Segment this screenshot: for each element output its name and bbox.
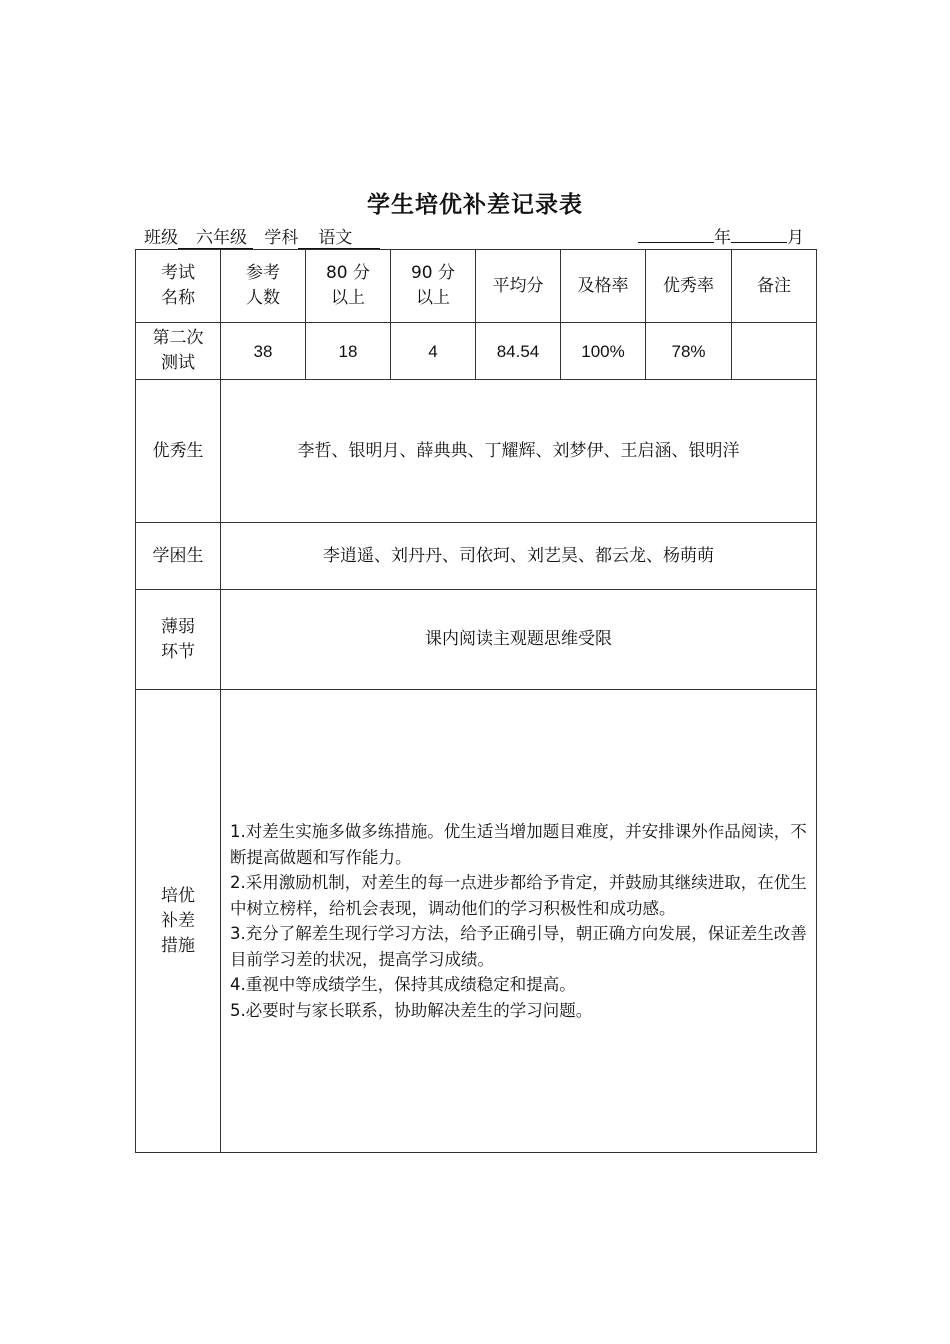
measure-item-4: 4.重视中等成绩学生，保持其成绩稳定和提高。 xyxy=(230,975,576,994)
month-label: 月 xyxy=(787,228,804,248)
measure-item-2: 2.采用激励机制，对差生的每一点进步都给予肯定，并鼓励其继续进取，在优生中树立榜样，给机会表现，调动他们的学习积极性和成功感。 xyxy=(230,873,807,918)
header-exam-name: 考试 名称 xyxy=(136,250,221,323)
measure-item-5: 5.必要时与家长联系，协助解决差生的学习问题。 xyxy=(230,1000,593,1020)
table-header-row xyxy=(136,250,817,323)
exam-name-cell: 第二次 测试 xyxy=(136,323,221,380)
above-90-cell: 4 xyxy=(391,323,476,380)
record-table xyxy=(135,249,817,1153)
measures-content xyxy=(221,690,817,1153)
class-subject-info xyxy=(144,226,380,250)
weak-points-label: 薄弱 环节 xyxy=(136,590,221,690)
measures-label: 培优 补差 措施 xyxy=(136,690,221,1153)
struggling-students-row xyxy=(136,523,817,590)
weak-points-value: 课内阅读主观题思维受限 xyxy=(221,590,817,690)
table-row xyxy=(136,323,817,380)
header-participants: 参考 人数 xyxy=(221,250,306,323)
subject-value: 语文 xyxy=(298,228,380,249)
measure-item-3: 3.充分了解差生现行学习方法，给予正确引导，朝正确方向发展，保证差生改善目前学习差的状况，提高学习成绩。 xyxy=(230,924,807,969)
pass-rate-cell: 100% xyxy=(561,323,646,380)
struggling-students-value: 李逍遥、刘丹丹、司依珂、刘艺昊、都云龙、杨萌萌 xyxy=(221,523,817,590)
above-80-cell: 18 xyxy=(306,323,391,380)
weak-points-row xyxy=(136,590,817,690)
header-notes: 备注 xyxy=(732,250,817,323)
class-value: 六年级 xyxy=(178,228,253,249)
class-label: 班级 xyxy=(144,228,178,248)
excellent-students-row xyxy=(136,380,817,523)
notes-cell xyxy=(732,323,817,380)
header-above-80: 80 分 以上 xyxy=(306,250,391,323)
measures-row xyxy=(136,690,817,1153)
header-info-line xyxy=(136,226,816,250)
average-cell: 84.54 xyxy=(476,323,561,380)
page-title: 学生培优补差记录表 xyxy=(367,192,583,218)
struggling-students-label: 学困生 xyxy=(136,523,221,590)
measure-item-1: 1.对差生实施多做多练措施。优生适当增加题目难度，并安排课外作品阅读，不断提高做题和写作能力。 xyxy=(230,822,807,867)
subject-label: 学科 xyxy=(264,228,299,248)
excellent-rate-cell: 78% xyxy=(646,323,732,380)
header-pass-rate: 及格率 xyxy=(561,250,646,323)
header-average: 平均分 xyxy=(476,250,561,323)
year-label: 年 xyxy=(714,228,731,248)
participants-cell: 38 xyxy=(221,323,306,380)
excellent-students-label: 优秀生 xyxy=(136,380,221,523)
date-info xyxy=(638,226,804,250)
header-above-90: 90 分 以上 xyxy=(391,250,476,323)
year-blank xyxy=(638,242,714,243)
month-blank xyxy=(731,242,787,243)
excellent-students-value: 李哲、银明月、薛典典、丁耀辉、刘梦伊、王启涵、银明洋 xyxy=(221,380,817,523)
header-excellent-rate: 优秀率 xyxy=(646,250,732,323)
